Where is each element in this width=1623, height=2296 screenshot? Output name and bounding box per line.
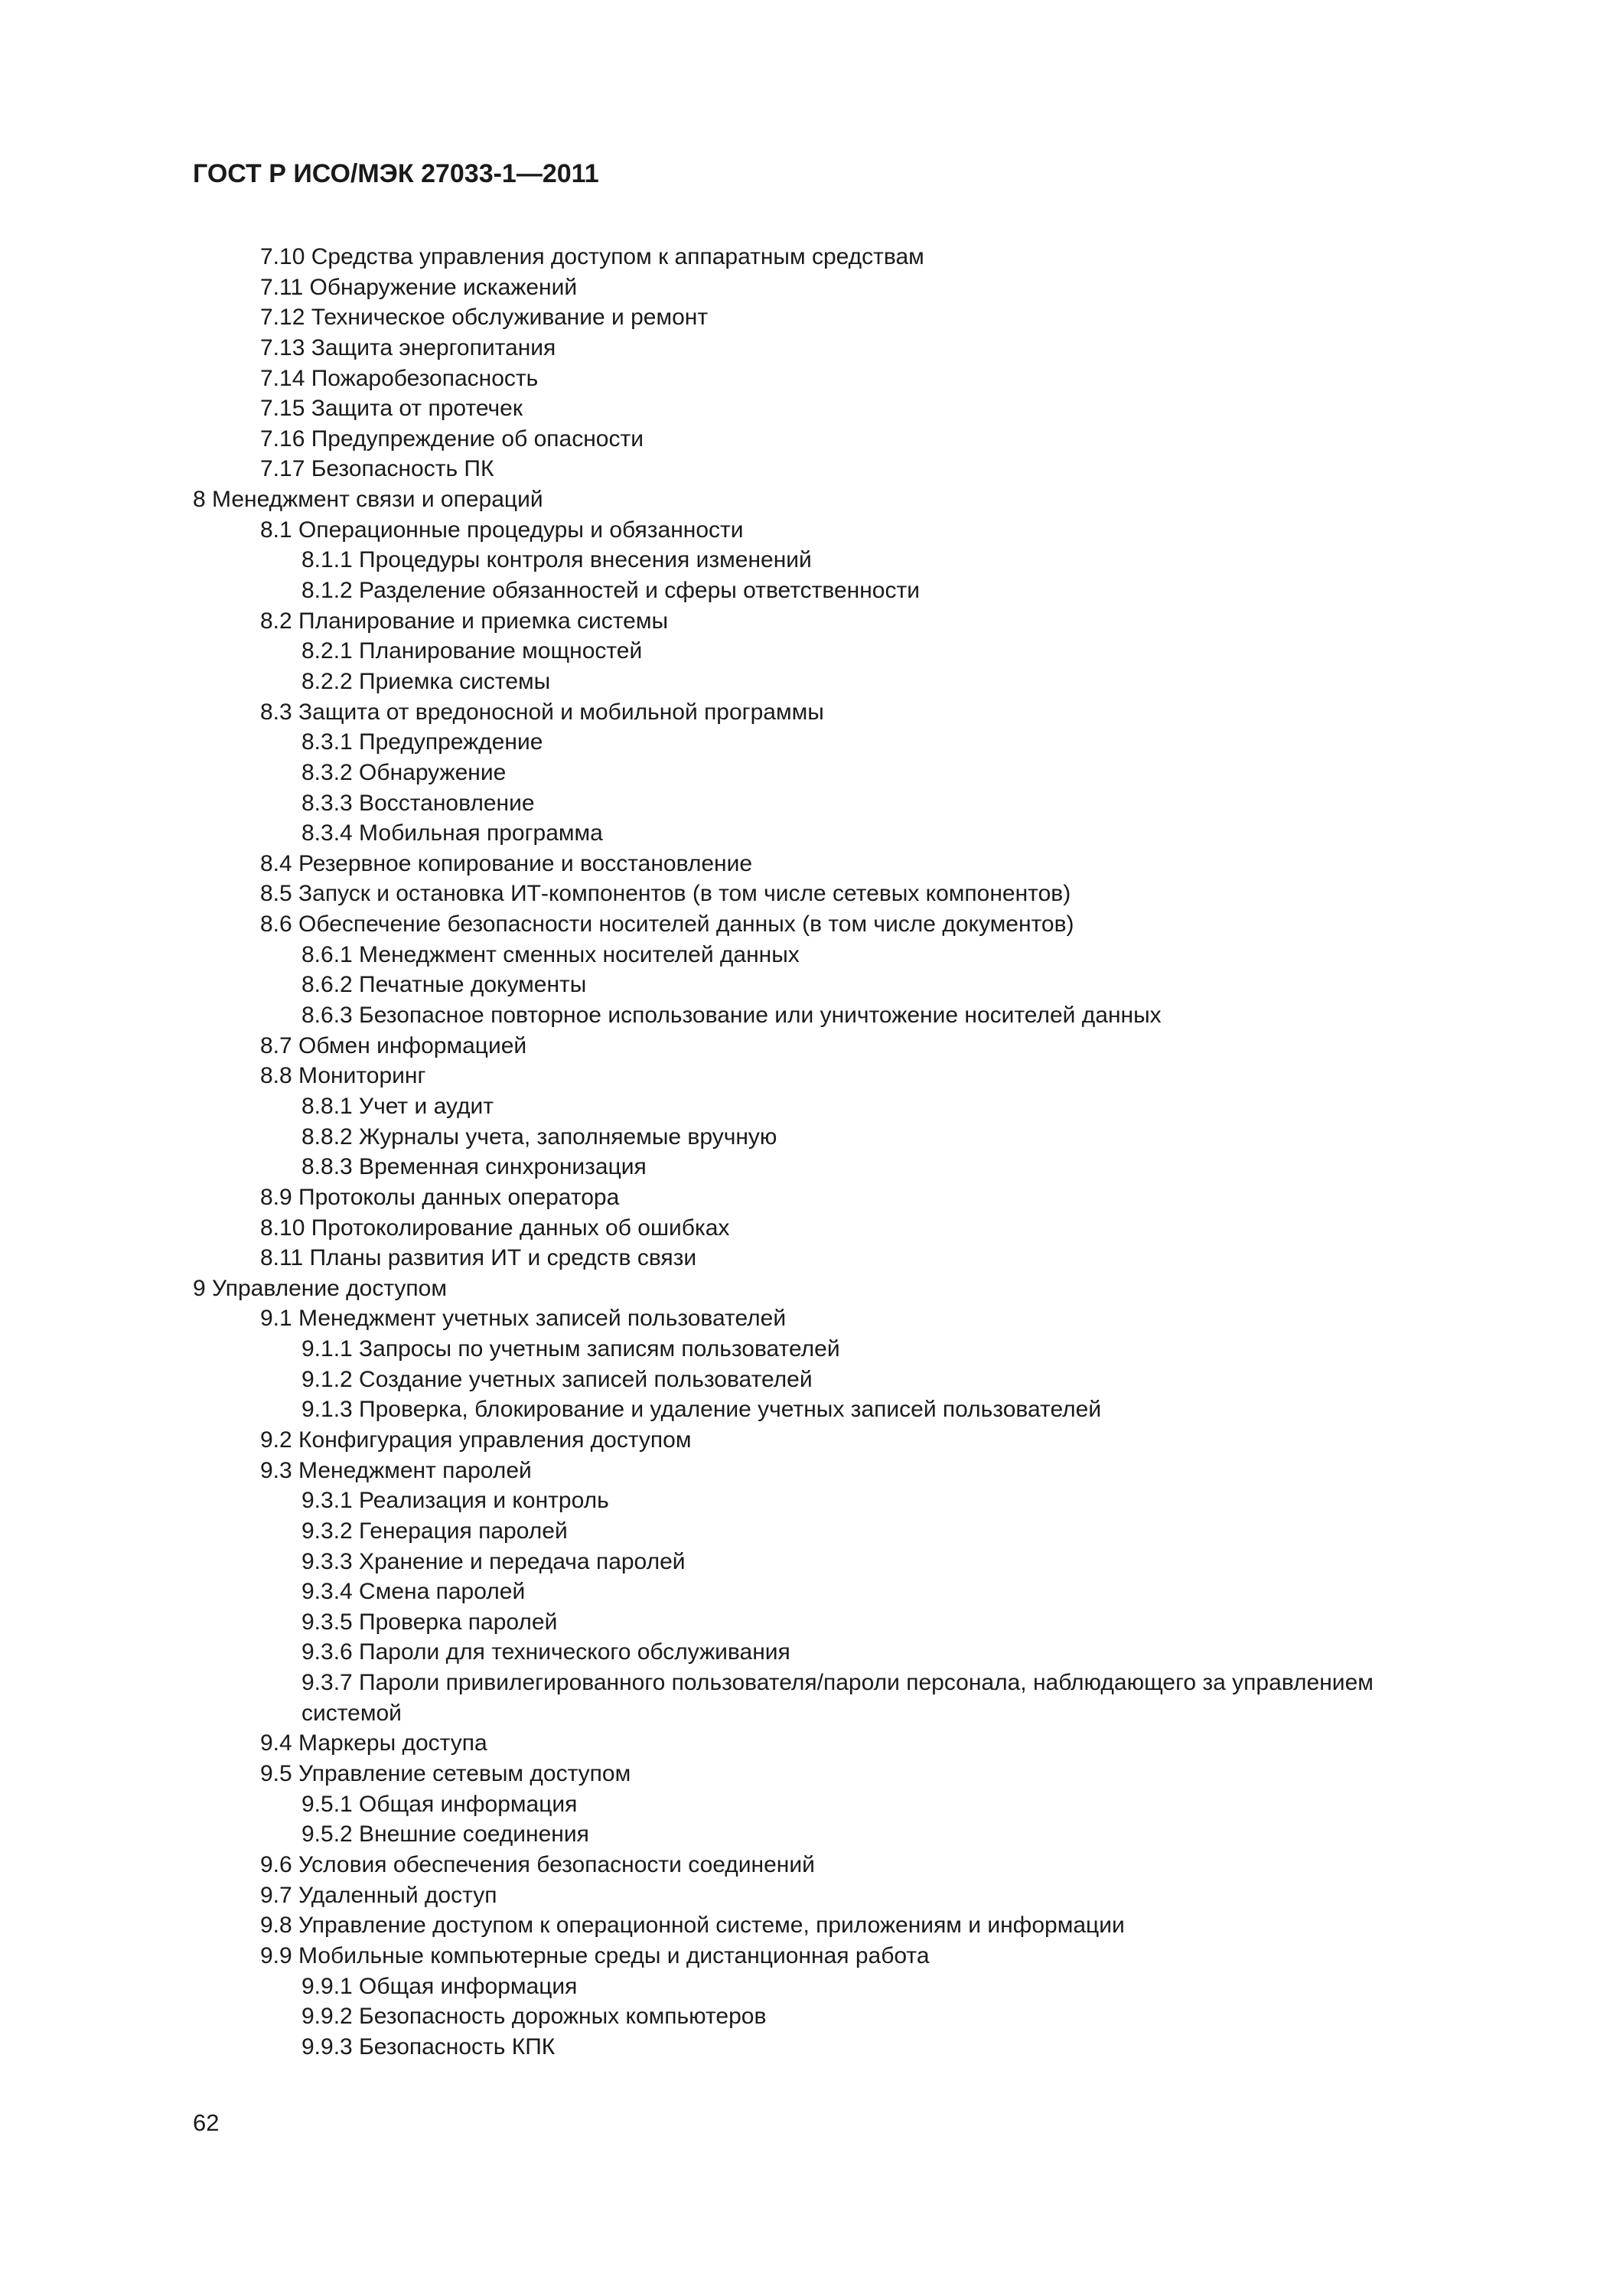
toc-entry: 8.3.1 Предупреждение — [301, 729, 543, 755]
toc-entry: 7.11 Обнаружение искажений — [260, 274, 578, 300]
toc-entry: 8.3.2 Обнаружение — [301, 759, 507, 785]
toc-entry: 9.3 Менеджмент паролей — [260, 1457, 532, 1483]
toc-entry: 9.9 Мобильные компьютерные среды и дистанционная работа — [260, 1942, 930, 1968]
toc-entry: 8.2 Планирование и приемка системы — [260, 608, 669, 634]
toc-entry: 9.3.3 Хранение и передача паролей — [301, 1548, 686, 1574]
toc-entry: 7.17 Безопасность ПК — [260, 456, 494, 482]
page-number: 62 — [193, 2109, 220, 2136]
toc-entry: 9.3.6 Пароли для технического обслуживания — [301, 1639, 790, 1665]
toc-entry: 7.12 Техническое обслуживание и ремонт — [260, 305, 709, 331]
toc-entry: 8.8.2 Журналы учета, заполняемые вручную — [301, 1124, 777, 1150]
toc-entry: 9.1.3 Проверка, блокирование и удаление учетных записей пользователей — [301, 1397, 1102, 1423]
toc-entry: 8.9 Протоколы данных оператора — [260, 1184, 620, 1210]
toc-entry: 9.8 Управление доступом к операционной системе, приложениям и информации — [260, 1913, 1125, 1939]
toc-entry: 8.2.2 Приемка системы — [301, 668, 551, 694]
toc-entry: 9.1 Менеджмент учетных записей пользователей — [260, 1306, 787, 1332]
toc-entry: 7.10 Средства управления доступом к аппаратным средствам — [260, 244, 924, 269]
toc-entry: 9.5.1 Общая информация — [301, 1791, 578, 1817]
toc-entry: 7.13 Защита энергопитания — [260, 334, 556, 360]
toc-entry: 8.3.4 Мобильная программа — [301, 820, 603, 846]
toc-entry: 9.6 Условия обеспечения безопасности соединений — [260, 1851, 815, 1877]
toc-entry: 8.1.1 Процедуры контроля внесения изменений — [301, 547, 812, 573]
table-of-contents — [0, 242, 1623, 2062]
toc-entry: 9.9.2 Безопасность дорожных компьютеров — [301, 2004, 767, 2030]
toc-entry: 8.6.2 Печатные документы — [301, 972, 587, 998]
toc-entry: системой — [301, 1700, 402, 1726]
document-header: ГОСТ Р ИСО/МЭК 27033-1—2011 — [193, 159, 599, 188]
toc-entry: 9.4 Маркеры доступа — [260, 1730, 487, 1756]
toc-entry: 7.14 Пожаробезопасность — [260, 365, 539, 391]
toc-entry: 8.7 Обмен информацией — [260, 1032, 527, 1058]
toc-entry: 8.2.1 Планирование мощностей — [301, 638, 643, 664]
toc-entry: 9.3.1 Реализация и контроль — [301, 1488, 609, 1514]
toc-entry: 9.3.4 Смена паролей — [301, 1579, 526, 1605]
toc-entry: 8.8 Мониторинг — [260, 1063, 426, 1089]
toc-entry: 9.5 Управление сетевым доступом — [260, 1761, 631, 1787]
toc-entry: 8.3 Защита от вредоносной и мобильной программы — [260, 699, 824, 725]
toc-entry: 8.6.3 Безопасное повторное использование или уничтожение носителей данных — [301, 1003, 1162, 1029]
toc-entry: 8.6.1 Менеджмент сменных носителей данных — [301, 941, 800, 967]
toc-entry: 9.3.5 Проверка паролей — [301, 1609, 558, 1635]
toc-entry: 9.3.2 Генерация паролей — [301, 1518, 568, 1544]
toc-entry: 9.3.7 Пароли привилегированного пользователя/пароли персонала, наблюдающего за управлением — [301, 1670, 1374, 1696]
toc-entry: 9.1.2 Создание учетных записей пользователей — [301, 1366, 813, 1392]
toc-entry: 8.5 Запуск и остановка ИТ-компонентов (в том числе сетевых компонентов) — [260, 881, 1071, 907]
toc-entry: 9.9.1 Общая информация — [301, 1973, 578, 1999]
toc-entry: 8.10 Протоколирование данных об ошибках — [260, 1215, 730, 1241]
toc-entry: 8.6 Обеспечение безопасности носителей данных (в том числе документов) — [260, 912, 1074, 938]
toc-entry: 7.15 Защита от протечек — [260, 396, 523, 422]
toc-entry: 8.11 Планы развития ИТ и средств связи — [260, 1245, 697, 1271]
toc-entry: 7.16 Предупреждение об опасности — [260, 426, 644, 452]
toc-entry: 8.1 Операционные процедуры и обязанности — [260, 517, 744, 543]
toc-entry: 9.7 Удаленный доступ — [260, 1882, 497, 1908]
toc-entry: 8.8.3 Временная синхронизация — [301, 1154, 647, 1180]
toc-entry: 9.9.3 Безопасность КПК — [301, 2033, 556, 2060]
toc-entry: 8 Менеджмент связи и операций — [193, 487, 543, 513]
toc-entry: 8.1.2 Разделение обязанностей и сферы ответственности — [301, 578, 920, 604]
toc-entry: 9.5.2 Внешние соединения — [301, 1821, 589, 1848]
toc-entry: 9.1.1 Запросы по учетным записям пользователей — [301, 1336, 840, 1362]
toc-entry: 8.4 Резервное копирование и восстановление — [260, 850, 753, 876]
toc-entry: 8.8.1 Учет и аудит — [301, 1093, 494, 1119]
toc-entry: 9 Управление доступом — [193, 1275, 447, 1301]
toc-entry: 9.2 Конфигурация управления доступом — [260, 1427, 692, 1453]
toc-entry: 8.3.3 Восстановление — [301, 790, 535, 816]
